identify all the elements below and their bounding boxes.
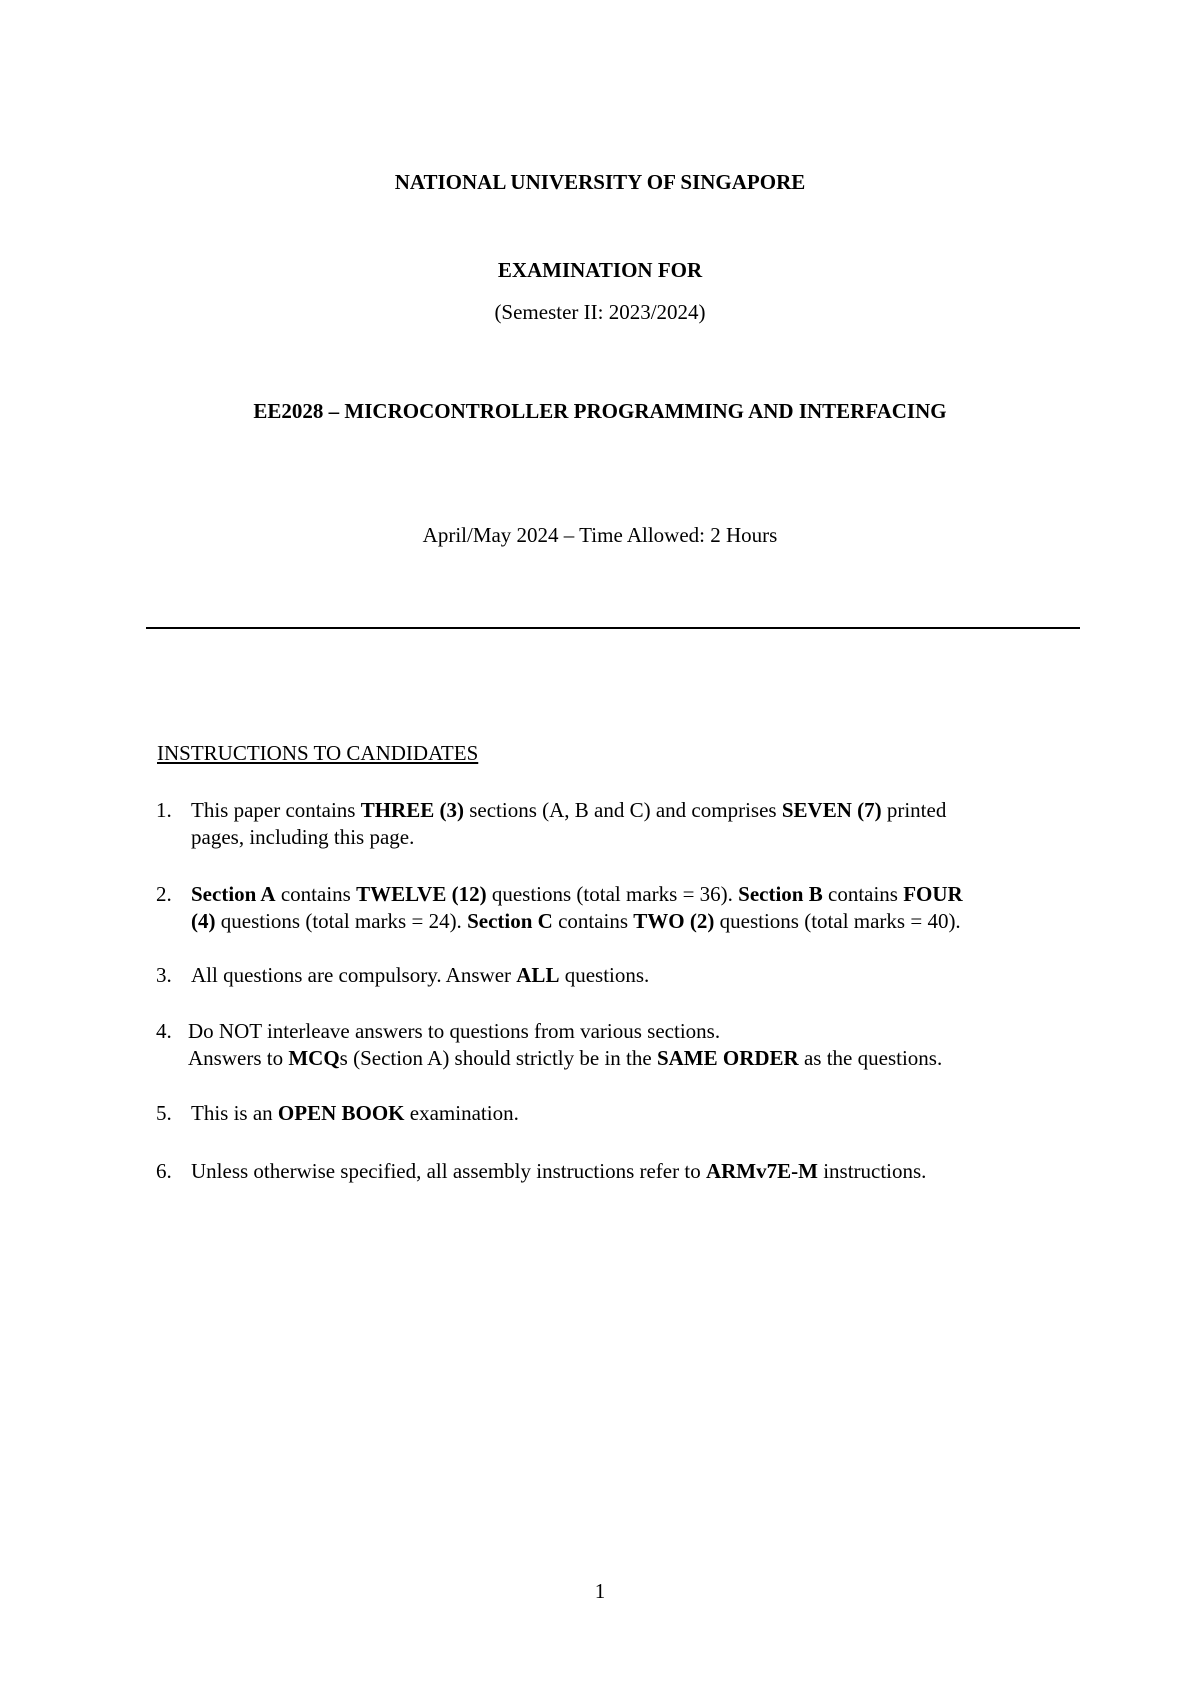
text-run: as the questions.: [798, 1046, 943, 1070]
page-number: 1: [594, 1579, 606, 1603]
text-run: Answers to: [188, 1046, 289, 1070]
text-run: contains: [822, 882, 904, 906]
emphasis-text: Section C: [467, 909, 553, 933]
instruction-item-3: [156, 962, 1086, 989]
text-run: sections (A, B and C) and comprises: [463, 798, 782, 822]
emphasis-text: TWELVE (12): [356, 882, 487, 906]
text-run: contains: [275, 882, 357, 906]
emphasis-text: THREE (3): [360, 798, 464, 822]
course-title: EE2028 – MICROCONTROLLER PROGRAMMING AND INTERFACING: [253, 399, 947, 423]
item-number: 6.: [156, 1159, 172, 1183]
instructions-title: INSTRUCTIONS TO CANDIDATES: [157, 741, 479, 765]
item-number: 1.: [156, 798, 172, 822]
emphasis-text: TWO (2): [633, 909, 715, 933]
text-run: examination.: [404, 1101, 519, 1125]
text-run: All questions are compulsory. Answer: [191, 963, 517, 987]
item-line: [156, 962, 1086, 989]
item-number: 2.: [156, 882, 172, 906]
text-run: This is an: [191, 1101, 278, 1125]
text-run: questions.: [559, 963, 650, 987]
item-line: [156, 881, 1086, 908]
date-time-allowed: April/May 2024 – Time Allowed: 2 Hours: [422, 523, 778, 547]
text-run: This paper contains: [191, 798, 361, 822]
text-run: s (Section A) should strictly be in the: [339, 1046, 657, 1070]
item-line: Do NOT interleave answers to questions from various sections.: [188, 1019, 721, 1043]
emphasis-text: SAME ORDER: [656, 1046, 799, 1070]
text-run: questions (total marks = 40).: [714, 909, 961, 933]
semester-label: (Semester II: 2023/2024): [494, 300, 706, 324]
item-line: [156, 1100, 1086, 1127]
text-run: questions (total marks = 36).: [486, 882, 739, 906]
item-line: [156, 797, 1086, 824]
emphasis-text: (4): [191, 909, 216, 933]
emphasis-text: ALL: [516, 963, 560, 987]
item-number: 5.: [156, 1101, 172, 1125]
item-line: [156, 908, 1086, 935]
instruction-item-2: [156, 881, 1086, 935]
instruction-item-5: [156, 1100, 1086, 1127]
item-line: [156, 1158, 1086, 1185]
item-number: 4.: [156, 1019, 172, 1043]
emphasis-text: ARMv7E-M: [705, 1159, 818, 1183]
text-run: questions (total marks = 24).: [215, 909, 468, 933]
emphasis-text: Section A: [191, 882, 276, 906]
instruction-item-6: [156, 1158, 1086, 1185]
text-run: Unless otherwise specified, all assembly instructions refer to: [191, 1159, 706, 1183]
text-run: printed: [881, 798, 947, 822]
text-run: instructions.: [817, 1159, 927, 1183]
text-run: contains: [552, 909, 634, 933]
emphasis-text: OPEN BOOK: [277, 1101, 405, 1125]
exam-for-heading: EXAMINATION FOR: [497, 258, 703, 282]
university-name: NATIONAL UNIVERSITY OF SINGAPORE: [394, 170, 806, 194]
emphasis-text: MCQ: [288, 1046, 340, 1070]
horizontal-divider: [146, 627, 1080, 629]
instruction-item-1: [156, 797, 1086, 851]
instruction-item-4: [156, 1018, 1086, 1072]
emphasis-text: Section B: [738, 882, 823, 906]
emphasis-text: SEVEN (7): [781, 798, 882, 822]
emphasis-text: FOUR: [903, 882, 963, 906]
item-number: 3.: [156, 963, 172, 987]
item-line: pages, including this page.: [191, 825, 415, 849]
item-line: [156, 1045, 1086, 1072]
